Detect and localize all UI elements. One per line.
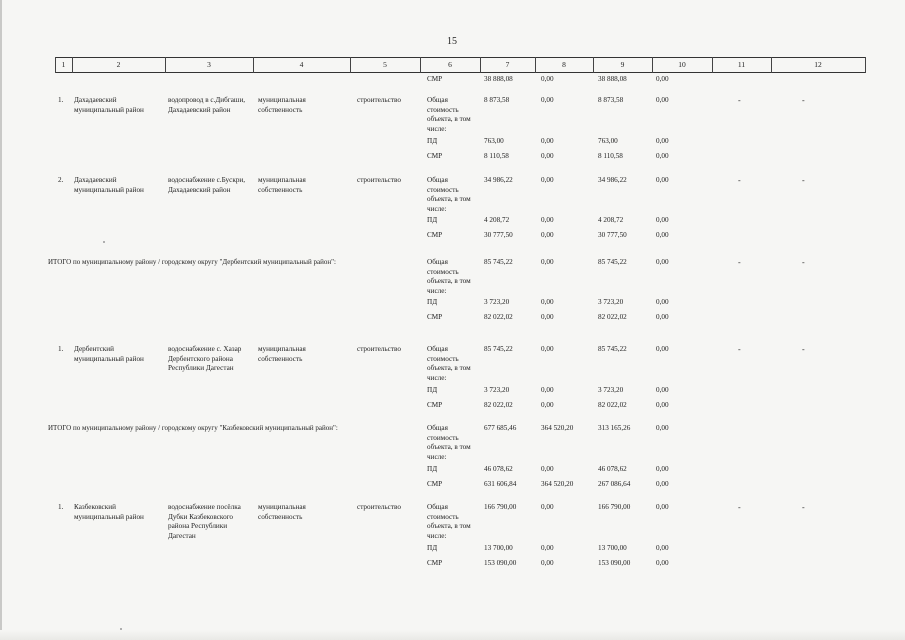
cost-type: ПД — [427, 216, 438, 224]
header-column-divider — [55, 57, 56, 73]
total-cost: 8 873,58 — [484, 96, 510, 104]
cost-type: СМР — [427, 231, 443, 239]
header-column-divider — [72, 57, 73, 73]
total-label: ИТОГО по муниципальному району / городскому округу "Дербентский муниципальный район": — [48, 258, 336, 266]
object-name: водоснабжение с.Бускри, Дахадаевский район — [168, 176, 246, 194]
federal-funds: 0,00 — [541, 313, 554, 321]
federal-funds: 0,00 — [541, 559, 554, 567]
header-column-divider — [165, 57, 166, 73]
local-funds: 0,00 — [656, 152, 669, 160]
scan-speck — [120, 628, 122, 630]
total-cost: 3 723,20 — [484, 298, 510, 306]
cost-type: СМР — [427, 559, 443, 567]
cost-type: СМР — [427, 401, 443, 409]
federal-funds: 0,00 — [541, 298, 554, 306]
federal-funds: 0,00 — [541, 386, 554, 394]
column-header-8: 8 — [562, 60, 566, 69]
header-top-rule — [55, 57, 865, 58]
republic-funds: 13 700,00 — [598, 544, 627, 552]
column-header-11: 11 — [737, 60, 746, 69]
total-cost: 34 986,22 — [484, 176, 513, 184]
object-name: водоснабжение с. Хазар Дербентского района Республики Дагестан — [168, 345, 242, 373]
total-cost: 631 606,84 — [484, 480, 517, 488]
republic-funds: 82 022,02 — [598, 401, 627, 409]
total-cost: 166 790,00 — [484, 503, 517, 511]
local-funds: 0,00 — [656, 345, 669, 353]
local-funds: 0,00 — [656, 313, 669, 321]
cost-type: Общая стоимость объекта, в том числе: — [427, 176, 471, 213]
federal-funds: 0,00 — [541, 231, 554, 239]
col-12-value: - — [802, 503, 805, 512]
republic-funds: 38 888,08 — [598, 75, 627, 83]
republic-funds: 153 090,00 — [598, 559, 631, 567]
column-header-12: 12 — [814, 60, 822, 69]
republic-funds: 3 723,20 — [598, 386, 624, 394]
col-11-value: - — [738, 503, 741, 512]
row-number: 1. — [58, 503, 64, 511]
header-column-divider — [535, 57, 536, 73]
federal-funds: 0,00 — [541, 216, 554, 224]
federal-funds: 0,00 — [541, 401, 554, 409]
cost-type: ПД — [427, 137, 438, 145]
federal-funds: 0,00 — [541, 544, 554, 552]
total-cost: 46 078,62 — [484, 465, 513, 473]
local-funds: 0,00 — [656, 258, 669, 266]
header-column-divider — [480, 57, 481, 73]
republic-funds: 85 745,22 — [598, 345, 627, 353]
total-cost: 85 745,22 — [484, 345, 513, 353]
federal-funds: 0,00 — [541, 258, 554, 266]
republic-funds: 166 790,00 — [598, 503, 631, 511]
header-column-divider — [652, 57, 653, 73]
federal-funds: 0,00 — [541, 345, 554, 353]
federal-funds: 0,00 — [541, 503, 554, 511]
header-column-divider — [593, 57, 594, 73]
local-funds: 0,00 — [656, 559, 669, 567]
header-bottom-rule — [55, 72, 865, 73]
col-12-value: - — [802, 96, 805, 105]
col-12-value: - — [802, 176, 805, 185]
total-cost: 30 777,50 — [484, 231, 513, 239]
scan-bottom-shadow — [0, 630, 905, 640]
cost-type: Общая стоимость объекта, в том числе: — [427, 424, 471, 461]
object-name: водоснабжение посёлка Дубки Казбековского района Республики Дагестан — [168, 503, 241, 540]
work-type: строительство — [357, 503, 401, 511]
row-number: 1. — [58, 96, 64, 104]
local-funds: 0,00 — [656, 424, 669, 432]
republic-funds: 30 777,50 — [598, 231, 627, 239]
object-name: водопровод в с.Дибгаши, Дахадаевский район — [168, 96, 246, 114]
federal-funds: 0,00 — [541, 152, 554, 160]
header-column-divider — [420, 57, 421, 73]
federal-funds: 0,00 — [541, 176, 554, 184]
work-type: строительство — [357, 176, 401, 184]
header-column-divider — [771, 57, 772, 73]
col-11-value: - — [738, 96, 741, 105]
republic-funds: 85 745,22 — [598, 258, 627, 266]
federal-funds: 0,00 — [541, 96, 554, 104]
municipality: Дахадаевский муниципальный район — [74, 96, 144, 114]
cost-type: СМР — [427, 313, 443, 321]
cost-type: СМР — [427, 480, 443, 488]
scan-speck — [103, 241, 105, 243]
municipality: Дербентский муниципальный район — [74, 345, 144, 363]
cost-type: Общая стоимость объекта, в том числе: — [427, 345, 471, 382]
work-type: строительство — [357, 96, 401, 104]
local-funds: 0,00 — [656, 544, 669, 552]
cost-type: Общая стоимость объекта, в том числе: — [427, 503, 471, 540]
republic-funds: 82 022,02 — [598, 313, 627, 321]
republic-funds: 8 873,58 — [598, 96, 624, 104]
republic-funds: 34 986,22 — [598, 176, 627, 184]
total-cost: 3 723,20 — [484, 386, 510, 394]
column-header-9: 9 — [620, 60, 625, 69]
total-cost: 8 110,58 — [484, 152, 509, 160]
local-funds: 0,00 — [656, 386, 669, 394]
column-header-3: 3 — [207, 60, 211, 69]
local-funds: 0,00 — [656, 480, 669, 488]
total-cost: 763,00 — [484, 137, 504, 145]
header-column-divider — [350, 57, 351, 73]
total-cost: 153 090,00 — [484, 559, 517, 567]
column-header-2: 2 — [116, 60, 121, 69]
local-funds: 0,00 — [656, 298, 669, 306]
ownership: муниципальная собственность — [258, 345, 306, 363]
total-label: ИТОГО по муниципальному району / городскому округу "Казбековский муниципальный район": — [48, 424, 338, 432]
column-header-10: 10 — [678, 60, 686, 69]
municipality: Казбековский муниципальный район — [74, 503, 144, 521]
col-11-value: - — [738, 345, 741, 354]
republic-funds: 46 078,62 — [598, 465, 627, 473]
ownership: муниципальная собственность — [258, 176, 306, 194]
cost-type: СМР — [427, 75, 443, 83]
local-funds: 0,00 — [656, 401, 669, 409]
cost-type: Общая стоимость объекта, в том числе: — [427, 258, 471, 295]
cost-type: Общая стоимость объекта, в том числе: — [427, 96, 471, 133]
total-cost: 677 685,46 — [484, 424, 517, 432]
local-funds: 0,00 — [656, 503, 669, 511]
column-header-6: 6 — [448, 60, 452, 69]
federal-funds: 0,00 — [541, 465, 554, 473]
federal-funds: 364 520,20 — [541, 480, 574, 488]
cost-type: СМР — [427, 152, 443, 160]
row-number: 1. — [58, 345, 64, 353]
ownership: муниципальная собственность — [258, 503, 306, 521]
total-cost: 82 022,02 — [484, 401, 513, 409]
federal-funds: 0,00 — [541, 137, 554, 145]
local-funds: 0,00 — [656, 75, 669, 83]
municipality: Дахадаевский муниципальный район — [74, 176, 144, 194]
republic-funds: 8 110,58 — [598, 152, 623, 160]
total-cost: 85 745,22 — [484, 258, 513, 266]
page-number: 15 — [447, 36, 457, 47]
local-funds: 0,00 — [656, 465, 669, 473]
column-header-5: 5 — [383, 60, 387, 69]
republic-funds: 4 208,72 — [598, 216, 624, 224]
republic-funds: 3 723,20 — [598, 298, 624, 306]
cost-type: ПД — [427, 298, 438, 306]
header-column-divider — [865, 57, 866, 73]
local-funds: 0,00 — [656, 137, 669, 145]
federal-funds: 364 520,20 — [541, 424, 574, 432]
republic-funds: 763,00 — [598, 137, 618, 145]
cost-type: ПД — [427, 544, 438, 552]
header-column-divider — [712, 57, 713, 73]
column-header-4: 4 — [299, 60, 304, 69]
column-header-1: 1 — [61, 60, 66, 69]
local-funds: 0,00 — [656, 96, 669, 104]
republic-funds: 267 086,64 — [598, 480, 631, 488]
work-type: строительство — [357, 345, 401, 353]
federal-funds: 0,00 — [541, 75, 554, 83]
row-number: 2. — [58, 176, 64, 184]
column-header-7: 7 — [505, 60, 510, 69]
total-cost: 13 700,00 — [484, 544, 513, 552]
total-cost: 38 888,08 — [484, 75, 513, 83]
header-column-divider — [253, 57, 254, 73]
total-cost: 4 208,72 — [484, 216, 510, 224]
local-funds: 0,00 — [656, 176, 669, 184]
total-cost: 82 022,02 — [484, 313, 513, 321]
local-funds: 0,00 — [656, 231, 669, 239]
cost-type: ПД — [427, 465, 438, 473]
ownership: муниципальная собственность — [258, 96, 306, 114]
local-funds: 0,00 — [656, 216, 669, 224]
col-12-value: - — [802, 345, 805, 354]
scan-edge-shadow — [0, 0, 2, 640]
republic-funds: 313 165,26 — [598, 424, 631, 432]
col-12-value: - — [802, 258, 805, 267]
col-11-value: - — [738, 176, 741, 185]
cost-type: ПД — [427, 386, 438, 394]
col-11-value: - — [738, 258, 741, 267]
